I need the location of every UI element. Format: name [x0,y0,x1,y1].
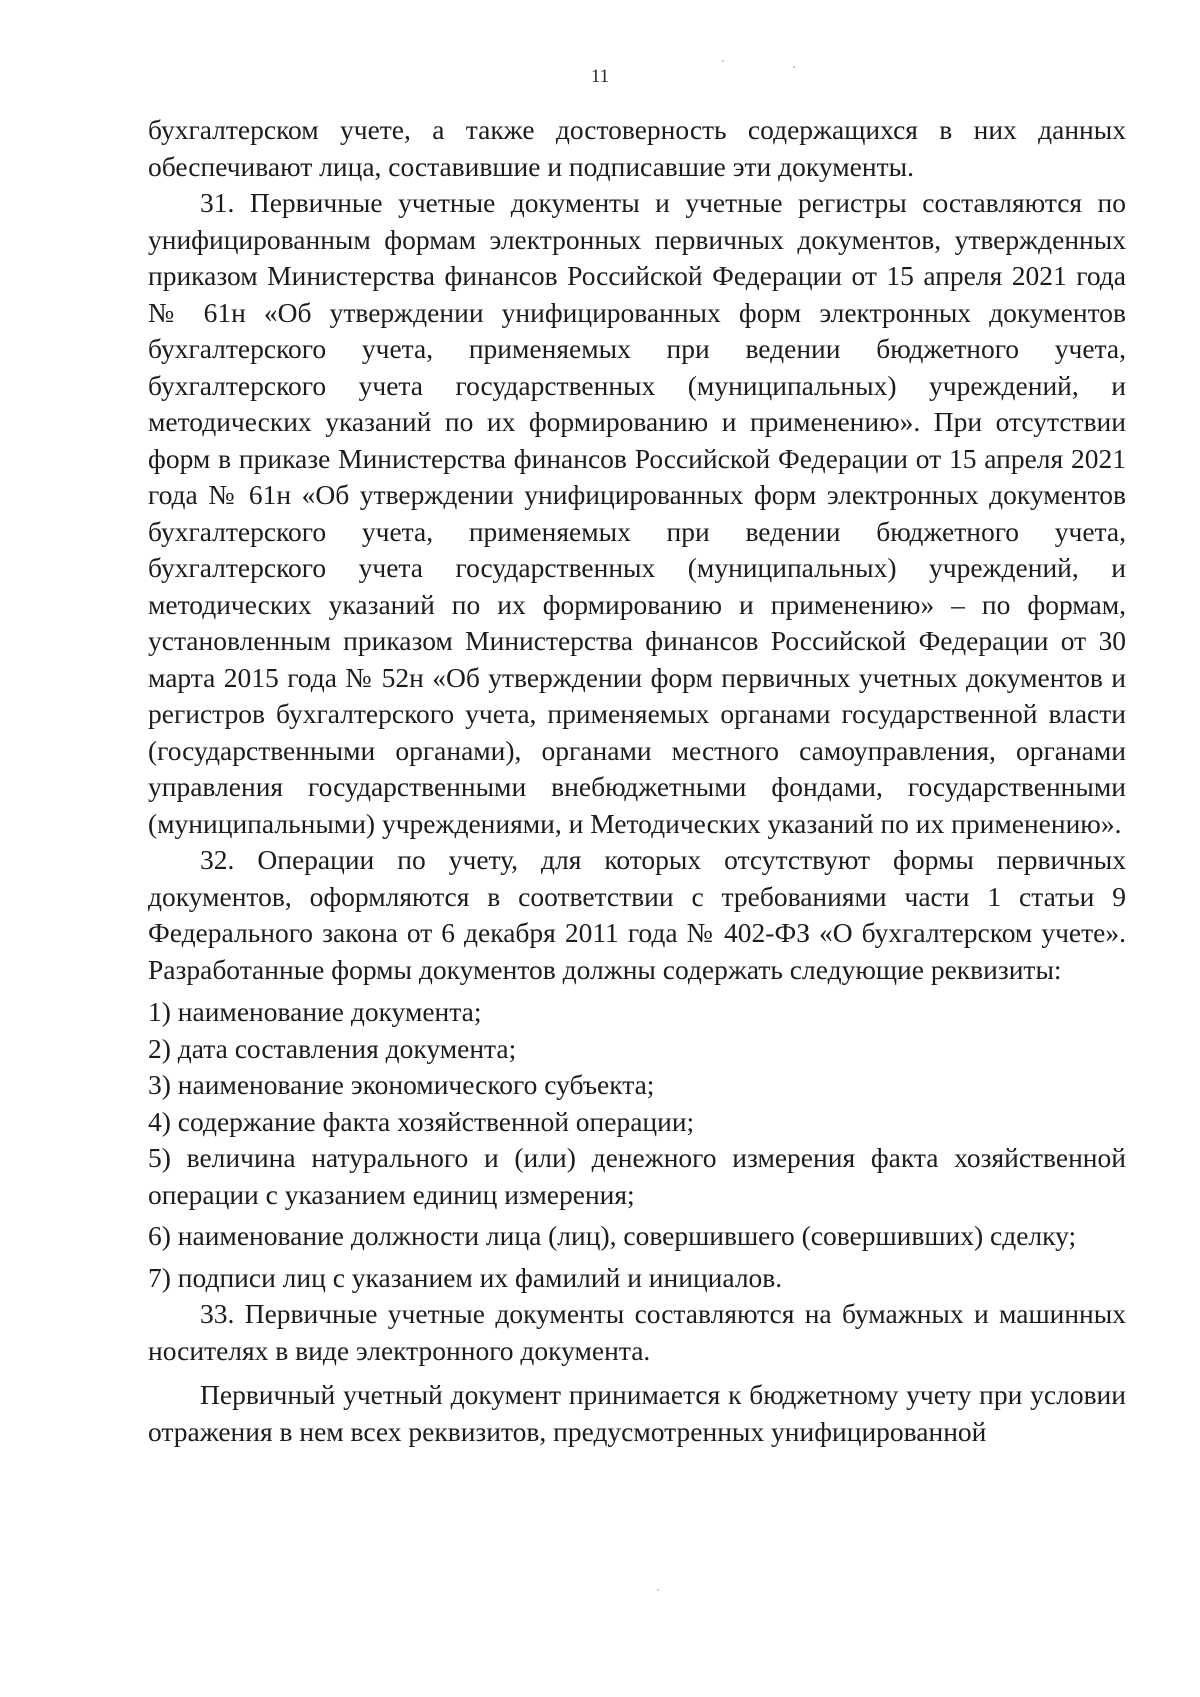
page-number: 11 [590,66,610,87]
paragraph-33: 33. Первичные учетные документы составляются на бумажных и машинных носителях в виде электронного документа. [148,1298,1126,1366]
continuation-paragraph: бухгалтерском учете, а также достоверность содержащихся в них данных обеспечивают лица, составившие и подписавшие эти документы. [148,114,1126,182]
requisites-list [148,994,1126,1296]
requisite-item: 3) наименование экономического субъекта; [148,1069,655,1100]
requisite-item: 6) наименование должности лица (лиц), совершившего (совершивших) сделку; [148,1220,1077,1251]
scan-speck [793,66,795,68]
requisite-item: 1) наименование документа; [148,996,482,1027]
document-body [148,112,1126,1450]
requisite-item: 4) содержание факта хозяйственной операции; [148,1105,695,1137]
requisite-item: 5) величина натурального и (или) денежного измерения факта хозяйственной операции с указанием единиц измерения; [148,1142,1126,1210]
requisite-item: 7) подписи лиц с указанием их фамилий и инициалов. [148,1261,783,1293]
requisite-item: 2) дата составления документа; [148,1032,517,1064]
paragraph-31: 31. Первичные учетные документы и учетные регистры составляются по унифицированным формам электронных первичных документов, утвержденных приказом Министерства финансов Российской Федерации от 15 апреля 2021 года № 61н «Об утверждении унифицированных форм электронных документов бухгалтерского учета, применяемых при ведении бюджетного учета, бухгалтерского учета государственных (муниципальных) учреждений, и методических указаний по их формированию и применению». При отсутствии форм в приказе Министерства финансов Российской Федерации от 15 апреля 2021 года № 61н «Об утверждении унифицированных форм электронных документов бухгалтерского учета, применяемых при ведении бюджетного учета, бухгалтерского учета государственных (муниципальных) учреждений, и методических указаний по их формированию и применению» – по формам, установленным приказом Министерства финансов Российской Федерации от 30 марта 2015 года № 52н «Об утверждении форм первичных учетных документов и регистров бухгалтерского учета, применяемых органами государственной власти (государственными органами), органами местного самоуправления, органами управления государственными внебюджетными фондами, государственными (муниципальными) учреждениями, и Методических указаний по их применению». [148,187,1126,839]
scan-speck [722,60,724,62]
scan-speck [657,1589,659,1591]
paragraph-32: 32. Операции по учету, для которых отсутствуют формы первичных документов, оформляются в соответствии с требованиями части 1 статьи 9 Федерального закона от 6 декабря 2011 года № 402-ФЗ «О бухгалтерском учете». Разработанные формы документов должны содержать следующие реквизиты: [148,844,1126,985]
paragraph-acceptance: Первичный учетный документ принимается к бюджетному учету при условии отражения в нем всех реквизитов, предусмотренных унифицированной [148,1379,1126,1447]
